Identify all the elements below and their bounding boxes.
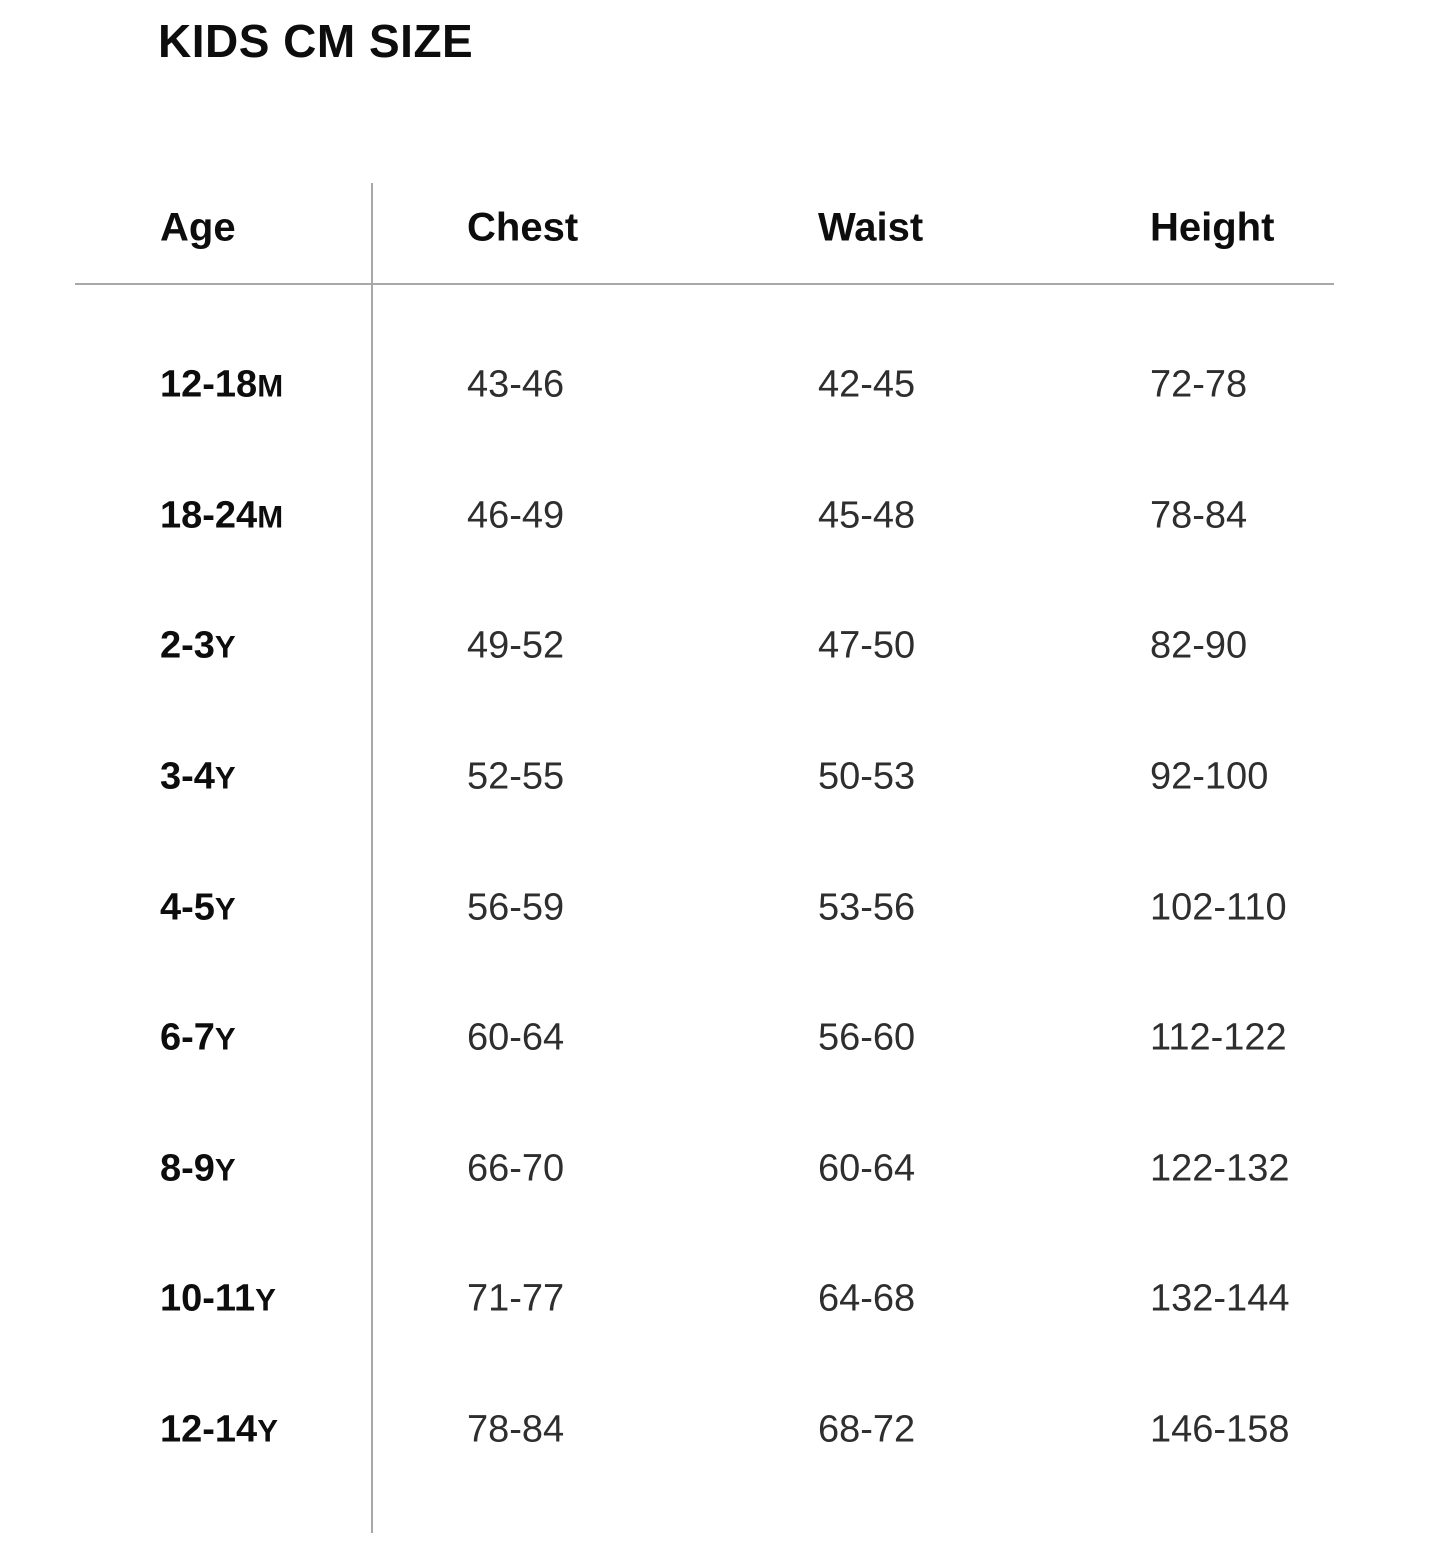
age-range: 3-4 <box>160 755 215 798</box>
table-row <box>0 1234 1445 1365</box>
age-range: 18-24 <box>160 494 258 537</box>
height-cell: 78-84 <box>1150 494 1248 537</box>
age-unit: Y <box>255 1282 276 1318</box>
age-range: 4-5 <box>160 886 215 929</box>
table-row <box>0 320 1445 451</box>
header-height: Height <box>1150 205 1275 250</box>
age-range: 12-18 <box>160 363 258 406</box>
chest-cell: 43-46 <box>467 363 565 406</box>
table-row <box>0 581 1445 712</box>
table-header-row <box>0 183 1445 273</box>
age-range: 2-3 <box>160 624 215 667</box>
table-row <box>0 973 1445 1104</box>
age-cell <box>160 1147 236 1190</box>
age-cell <box>160 1409 278 1452</box>
waist-cell: 56-60 <box>818 1016 916 1059</box>
height-cell: 146-158 <box>1150 1408 1290 1451</box>
age-range: 10-11 <box>160 1277 256 1320</box>
height-cell: 132-144 <box>1150 1277 1290 1320</box>
header-age: Age <box>160 205 236 250</box>
chest-cell: 66-70 <box>467 1147 565 1190</box>
table-row <box>0 1365 1445 1496</box>
age-cell <box>160 886 236 929</box>
height-cell: 122-132 <box>1150 1147 1290 1190</box>
age-cell <box>160 625 236 668</box>
age-cell <box>160 494 283 537</box>
table-row <box>0 1104 1445 1235</box>
chest-cell: 78-84 <box>467 1408 565 1451</box>
height-cell: 82-90 <box>1150 624 1248 667</box>
age-unit: M <box>257 368 284 404</box>
waist-cell: 64-68 <box>818 1277 916 1320</box>
height-cell: 102-110 <box>1150 886 1287 929</box>
chest-cell: 49-52 <box>467 624 565 667</box>
table-row <box>0 451 1445 582</box>
waist-cell: 53-56 <box>818 886 916 929</box>
height-cell: 112-122 <box>1150 1016 1287 1059</box>
table-row <box>0 842 1445 973</box>
age-unit: Y <box>257 1413 278 1449</box>
age-cell <box>160 756 236 799</box>
age-cell <box>160 1278 276 1321</box>
chest-cell: 60-64 <box>467 1016 565 1059</box>
age-range: 8-9 <box>160 1147 215 1190</box>
chest-cell: 46-49 <box>467 494 565 537</box>
header-chest: Chest <box>467 205 579 250</box>
age-range: 12-14 <box>160 1408 258 1451</box>
header-waist: Waist <box>818 205 924 250</box>
waist-cell: 50-53 <box>818 755 916 798</box>
age-unit: Y <box>214 629 236 665</box>
size-table-body <box>0 320 1445 1495</box>
age-range: 6-7 <box>160 1016 215 1059</box>
age-unit: Y <box>214 1021 236 1057</box>
waist-cell: 45-48 <box>818 494 916 537</box>
height-cell: 92-100 <box>1150 755 1269 798</box>
chest-cell: 52-55 <box>467 755 565 798</box>
table-row <box>0 712 1445 843</box>
chest-cell: 71-77 <box>467 1277 565 1320</box>
chest-cell: 56-59 <box>467 886 565 929</box>
waist-cell: 68-72 <box>818 1408 916 1451</box>
age-unit: M <box>257 499 284 535</box>
page-title: KIDS CM SIZE <box>158 15 474 67</box>
age-cell <box>160 364 283 407</box>
waist-cell: 47-50 <box>818 624 916 667</box>
waist-cell: 60-64 <box>818 1147 916 1190</box>
waist-cell: 42-45 <box>818 363 916 406</box>
age-unit: Y <box>214 760 236 796</box>
header-rule-line <box>75 283 1334 285</box>
age-unit: Y <box>214 1152 236 1188</box>
age-unit: Y <box>214 891 236 927</box>
height-cell: 72-78 <box>1150 363 1248 406</box>
age-cell <box>160 1017 236 1060</box>
